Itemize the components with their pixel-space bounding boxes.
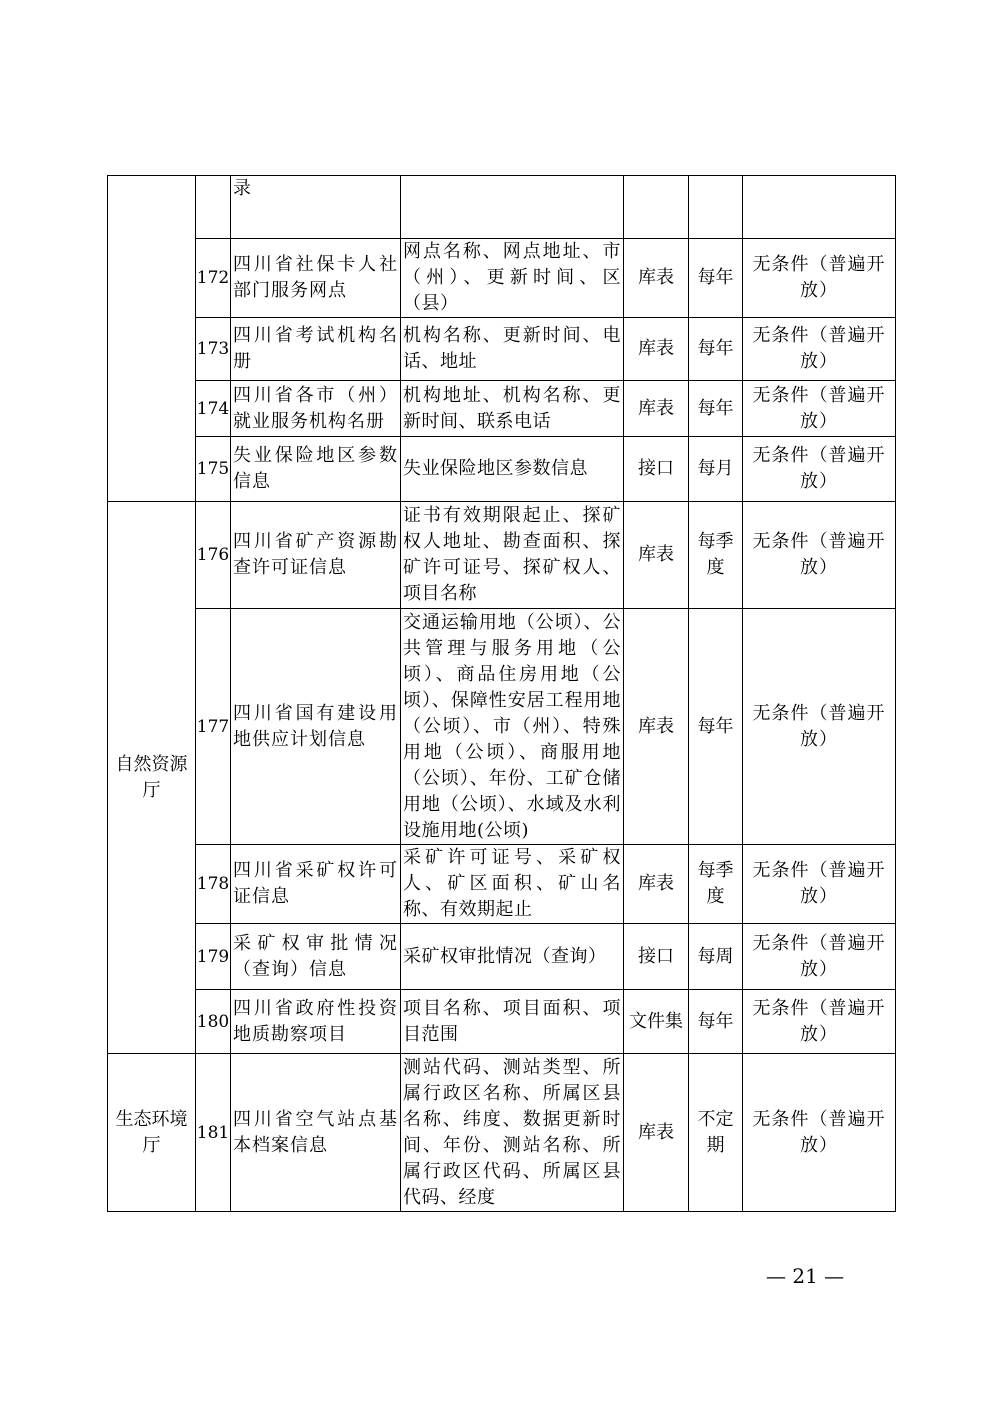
row-condition: 无条件（普遍开放）	[743, 609, 896, 845]
table-row	[108, 845, 896, 924]
row-name: 采矿权审批情况（查询）信息	[231, 924, 401, 990]
row-name: 四川省各市（州）就业服务机构名册	[231, 381, 401, 437]
row-name: 四川省空气站点基本档案信息	[231, 1054, 401, 1212]
table-row	[108, 239, 896, 318]
row-number: 176	[196, 502, 231, 609]
row-condition: 无条件（普遍开放）	[743, 924, 896, 990]
row-fields: 交通运输用地（公顷）、公共管理与服务用地（公顷）、商品住房用地（公顷）、保障性安居工程用地（公顷）、市（州）、特殊用地（公顷）、商服用地（公顷）、年份、工矿仓储用地（公顷）、水域及水利设施用地(公顷)	[401, 609, 624, 845]
table-row	[108, 609, 896, 845]
row-fields: 机构名称、更新时间、电话、地址	[401, 318, 624, 381]
row-type: 库表	[624, 318, 689, 381]
dept-cell-natural-resources: 自然资源厅	[108, 502, 196, 1054]
row-number: 181	[196, 1054, 231, 1212]
page-number: — 21 —	[766, 1264, 845, 1288]
row-fields: 采矿权审批情况（查询）	[401, 924, 624, 990]
row-name: 四川省矿产资源勘查许可证信息	[231, 502, 401, 609]
row-fields: 失业保险地区参数信息	[401, 437, 624, 502]
table-row	[108, 381, 896, 437]
row-fields: 采矿许可证号、采矿权人、矿区面积、矿山名称、有效期起止	[401, 845, 624, 924]
row-number: 177	[196, 609, 231, 845]
row-name: 四川省社保卡人社部门服务网点	[231, 239, 401, 318]
row-type: 库表	[624, 381, 689, 437]
row-type: 库表	[624, 609, 689, 845]
row-name: 四川省国有建设用地供应计划信息	[231, 609, 401, 845]
row-frequency: 每周	[689, 924, 743, 990]
row-condition: 无条件（普遍开放）	[743, 437, 896, 502]
row-frequency: 不定期	[689, 1054, 743, 1212]
row-condition: 无条件（普遍开放）	[743, 1054, 896, 1212]
table-row	[108, 437, 896, 502]
table-row	[108, 924, 896, 990]
row-frequency: 每季度	[689, 502, 743, 609]
row-condition: 无条件（普遍开放）	[743, 502, 896, 609]
row-frequency: 每年	[689, 239, 743, 318]
row-condition: 无条件（普遍开放）	[743, 381, 896, 437]
row-condition: 无条件（普遍开放）	[743, 845, 896, 924]
row-frequency: 每季度	[689, 845, 743, 924]
row-fields: 项目名称、项目面积、项目范围	[401, 990, 624, 1054]
row-type: 库表	[624, 845, 689, 924]
row-type: 库表	[624, 502, 689, 609]
row-number: 175	[196, 437, 231, 502]
row-name: 四川省政府性投资地质勘察项目	[231, 990, 401, 1054]
row-number: 180	[196, 990, 231, 1054]
row-frequency: 每年	[689, 318, 743, 381]
dept-cell-previous	[108, 176, 196, 502]
table-row	[108, 1054, 896, 1212]
table-row-continued	[108, 176, 896, 239]
row-name: 四川省考试机构名册	[231, 318, 401, 381]
row-type: 接口	[624, 437, 689, 502]
row-fields: 证书有效期限起止、探矿权人地址、勘查面积、探矿许可证号、探矿权人、项目名称	[401, 502, 624, 609]
table-row	[108, 502, 896, 609]
row-number: 172	[196, 239, 231, 318]
row-condition: 无条件（普遍开放）	[743, 318, 896, 381]
row-condition: 无条件（普遍开放）	[743, 239, 896, 318]
dept-cell-ecology: 生态环境厅	[108, 1054, 196, 1212]
row-frequency: 每年	[689, 381, 743, 437]
row-condition: 无条件（普遍开放）	[743, 990, 896, 1054]
row-name: 四川省采矿权许可证信息	[231, 845, 401, 924]
table-row	[108, 318, 896, 381]
row-frequency: 每年	[689, 609, 743, 845]
row-number: 174	[196, 381, 231, 437]
row-name: 录	[231, 176, 401, 239]
row-fields: 测站代码、测站类型、所属行政区名称、所属区县名称、纬度、数据更新时间、年份、测站名称、所属行政区代码、所属区县代码、经度	[401, 1054, 624, 1212]
row-name: 失业保险地区参数信息	[231, 437, 401, 502]
row-frequency: 每年	[689, 990, 743, 1054]
row-type: 接口	[624, 924, 689, 990]
row-type: 库表	[624, 1054, 689, 1212]
row-frequency: 每月	[689, 437, 743, 502]
row-type: 库表	[624, 239, 689, 318]
row-number: 179	[196, 924, 231, 990]
row-fields: 网点名称、网点地址、市（州）、更新时间、区（县）	[401, 239, 624, 318]
row-fields: 机构地址、机构名称、更新时间、联系电话	[401, 381, 624, 437]
row-number: 173	[196, 318, 231, 381]
table-row	[108, 990, 896, 1054]
row-number: 178	[196, 845, 231, 924]
row-type: 文件集	[624, 990, 689, 1054]
data-catalog-table	[107, 175, 896, 1212]
